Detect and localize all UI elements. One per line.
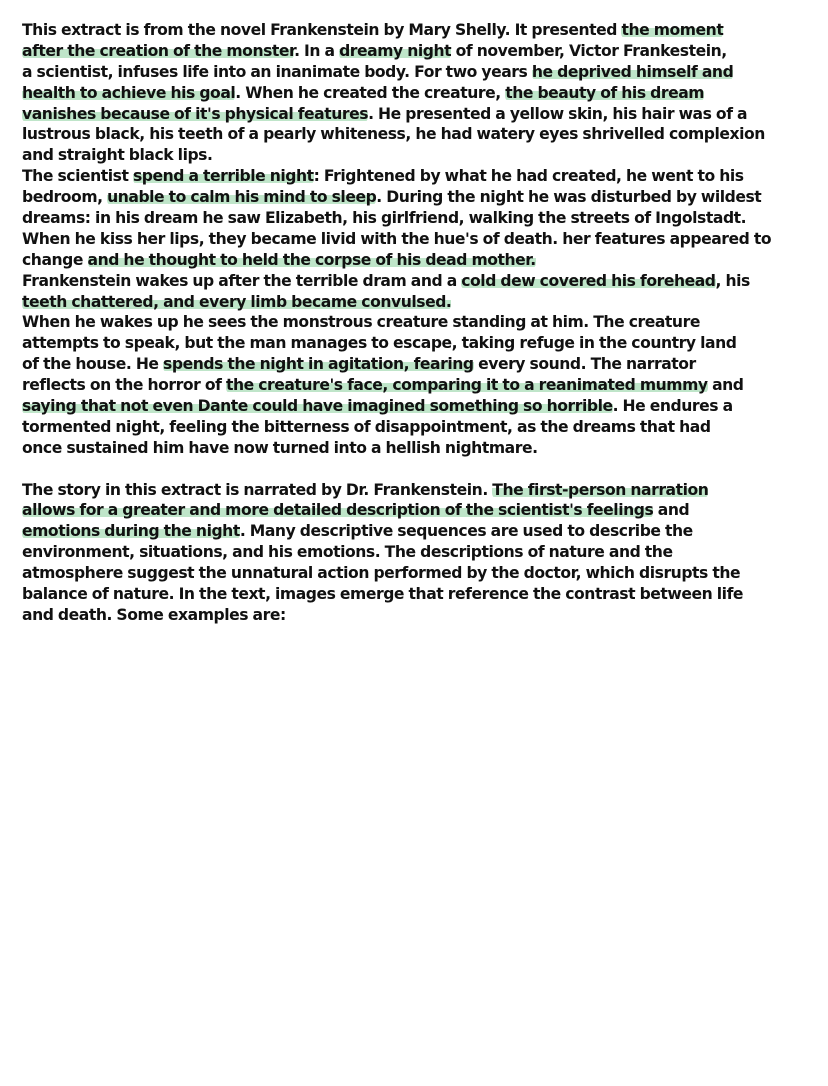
text-line: [22, 396, 817, 417]
text-segment: change: [22, 250, 88, 269]
highlighted-text: the beauty of his dream: [505, 83, 705, 102]
paragraph-gap: [22, 459, 817, 480]
text-line: [22, 187, 817, 208]
text-segment: of the house. He: [22, 355, 164, 374]
highlighted-text: vanishes because of it's physical features: [22, 104, 369, 123]
highlighted-text: spend a terrible night: [132, 167, 314, 186]
highlighted-text: after the creation of the monster: [22, 41, 295, 60]
text-segment: Frankenstein wakes up after the terrible dram and a: [22, 271, 462, 290]
text-segment: tormented night, feeling the bitterness of disappointment, as the dreams that had: [22, 417, 711, 436]
text-segment: . When he created the creature,: [235, 83, 506, 102]
text-line: [22, 83, 817, 104]
text-segment: a scientist, infuses life into an inanimate body. For two years: [22, 62, 532, 81]
highlighted-text: The first-person narration: [492, 480, 709, 499]
text-line: [22, 145, 817, 166]
text-segment: The story in this extract is narrated by Dr. Frankenstein.: [22, 480, 493, 499]
highlighted-text: the moment: [621, 21, 724, 39]
text-line: [22, 521, 817, 542]
highlighted-text: teeth chattered, and every limb became convulsed.: [22, 292, 452, 311]
text-segment: reflects on the horror of: [22, 376, 226, 395]
text-segment: . He endures a: [612, 397, 733, 416]
text-segment: : Frightened by what he had created, he went to his: [313, 167, 744, 186]
text-line: [22, 333, 817, 354]
text-segment: and: [707, 376, 744, 395]
text-segment: and: [653, 501, 690, 520]
highlighted-text: the creature's face, comparing it to a reanimated mummy: [225, 376, 708, 395]
text-line: [22, 166, 817, 187]
text-line: [22, 563, 817, 584]
paragraph: [22, 20, 817, 459]
text-line: [22, 208, 817, 229]
text-line: [22, 480, 817, 501]
text-line: [22, 375, 817, 396]
text-segment: . Many descriptive sequences are used to describe the: [239, 522, 693, 541]
document-page: [22, 20, 817, 626]
text-line: [22, 271, 817, 292]
text-segment: balance of nature. In the text, images emerge that reference the contrast between life: [22, 585, 744, 604]
highlighted-text: emotions during the night: [22, 522, 240, 541]
text-line: [22, 417, 817, 438]
text-segment: environment, situations, and his emotions. The descriptions of nature and the: [22, 543, 673, 562]
text-segment: When he kiss her lips, they became livid with the hue's of death. her features appeared to: [22, 229, 772, 248]
text-line: [22, 229, 817, 250]
paragraph: [22, 480, 817, 626]
text-line: [22, 41, 817, 62]
text-segment: . During the night he was disturbed by wildest: [376, 188, 762, 207]
highlighted-text: health to achieve his goal: [22, 83, 236, 102]
text-segment: of november, Victor Frankestein,: [451, 41, 727, 60]
text-segment: bedroom,: [22, 188, 108, 207]
text-segment: . He presented a yellow skin, his hair was of a: [368, 104, 748, 123]
text-line: [22, 312, 817, 333]
text-segment: lustrous black, his teeth of a pearly whiteness, he had watery eyes shrivelled complexion: [22, 125, 765, 144]
text-segment: attempts to speak, but the man manages to escape, taking refuge in the country land: [22, 334, 737, 353]
text-line: [22, 62, 817, 83]
text-line: [22, 605, 817, 626]
text-segment: , his: [715, 271, 750, 290]
text-line: [22, 584, 817, 605]
text-line: [22, 542, 817, 563]
text-line: [22, 250, 817, 271]
text-line: [22, 500, 817, 521]
highlighted-text: saying that not even Dante could have imagined something so horrible: [22, 397, 613, 416]
highlighted-text: spends the night in agitation, fearing: [163, 355, 474, 374]
text-line: [22, 354, 817, 375]
highlighted-text: dreamy night: [339, 41, 452, 60]
text-segment: This extract is from the novel Frankenstein by Mary Shelly. It presented: [22, 21, 622, 39]
text-segment: and straight black lips.: [22, 146, 213, 165]
text-line: [22, 124, 817, 145]
text-segment: once sustained him have now turned into a hellish nightmare.: [22, 438, 538, 457]
text-line: [22, 104, 817, 125]
highlighted-text: he deprived himself and: [531, 62, 734, 81]
highlighted-text: cold dew covered his forehead: [461, 271, 716, 290]
text-segment: and death. Some examples are:: [22, 605, 286, 624]
text-segment: atmosphere suggest the unnatural action performed by the doctor, which disrupts the: [22, 564, 741, 583]
text-line: [22, 292, 817, 313]
highlighted-text: unable to calm his mind to sleep: [107, 188, 377, 207]
highlighted-text: and he thought to held the corpse of his dead mother.: [87, 250, 536, 269]
text-segment: When he wakes up he sees the monstrous creature standing at him. The creature: [22, 313, 700, 332]
text-segment: The scientist: [22, 167, 133, 186]
text-segment: . In a: [294, 41, 340, 60]
text-segment: every sound. The narrator: [473, 355, 696, 374]
text-line: [22, 20, 817, 41]
highlighted-text: allows for a greater and more detailed description of the scientist's feelings: [22, 501, 654, 520]
text-line: [22, 438, 817, 459]
text-segment: dreams: in his dream he saw Elizabeth, his girlfriend, walking the streets of Ingolstadt.: [22, 209, 747, 228]
